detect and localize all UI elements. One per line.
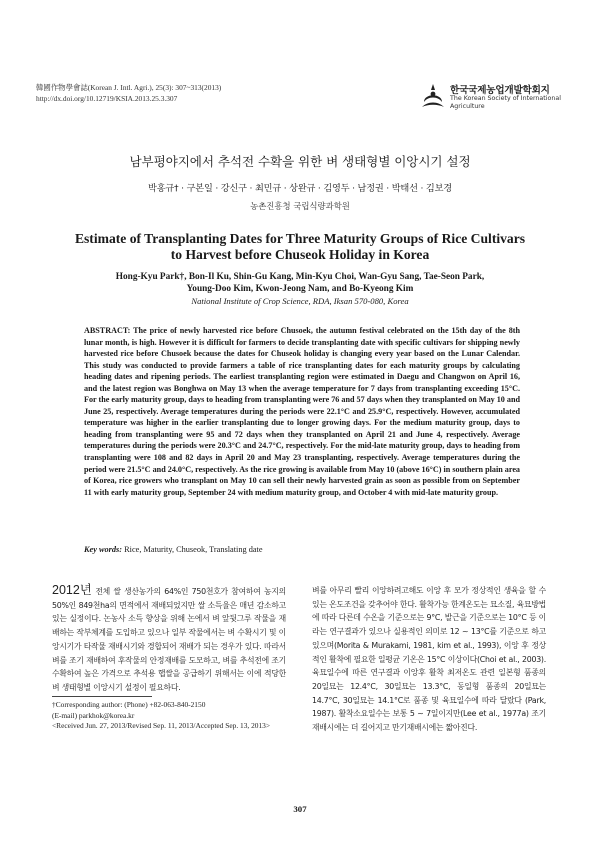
english-authors-line2: Young-Doo Kim, Kwon-Jeong Nam, and Bo-Kyeong Kim (186, 284, 414, 295)
society-logo (420, 82, 580, 118)
logo-english-line1: The Korean Society of International (450, 95, 561, 102)
keywords-list: Rice, Maturity, Chuseok, Translating date (124, 545, 263, 554)
footnote-divider (52, 696, 152, 697)
body-left-column (52, 584, 286, 695)
society-emblem-icon (420, 82, 446, 112)
korean-affiliation: 농촌진흥청 국립식량과학원 (250, 201, 350, 211)
korean-title: 남부평야지에서 추석전 수확을 위한 벼 생태형별 이앙시기 설정 (129, 154, 471, 169)
intro-year: 2012년 (52, 583, 92, 597)
logo-english-line2: Agriculture (450, 103, 485, 110)
english-title-line2: to Harvest before Chuseok Holiday in Korea (170, 246, 430, 262)
body-right-column (312, 584, 546, 735)
corresponding-author: †Corresponding author: (Phone) +82-063-840-2150 (52, 700, 206, 709)
english-affiliation: National Institute of Crop Science, RDA, Iksan 570-080, Korea (191, 296, 409, 306)
submission-dates: <Received Jun. 27, 2013/Revised Sep. 11, 2013/Accepted Sep. 13, 2013> (52, 721, 271, 731)
author-email[interactable]: (E-mail) parkhok@korea.kr (52, 710, 135, 720)
english-title-line1: Estimate of Transplanting Dates for Three Maturity Groups of Rice Cultivars (74, 231, 526, 246)
keywords (84, 545, 520, 554)
journal-citation: 韓國作物學會誌(Korean J. Intl. Agri.), 25(3): 307~313(2013) (36, 83, 222, 92)
english-authors (40, 271, 560, 296)
page-number: 307 (293, 804, 307, 814)
abstract: ABSTRACT: The price of newly harvested rice before Chusoek, the autumn festival celebrated on the 15th day of the 8th lunar month, is high. However it is difficult for farmers to decide transplanting date with specific cultivars for shipping newly harvested rice before Chusoek because the dates for Chuseok holiday is changing every year based on the Lunar Calendar. This study was conducted to provide farmers a table of rice transplanting dates for each maturity groups by calculating heading dates and ripening periods. The earliest transplanting region were estimated in Daegu and Changwon on April 16, and the latest region was Bonghwa on May 13 when the average temperature for 7 days from transplanting exceeding 15°C. For the early maturity group, days to heading from transplanting were 76 and 57 days when they transplanted on May 10 and June 25, respectively. Average temperatures during the periods were 22.1°C and 25.9°C, respectively. However, accumulated temperature was higher in the earlier transplanting due to longer growing days. For the medium maturity group, days to heading from transplanting were 95 and 72 days when they transplanted on April 21 and June 4, respectively. Average temperatures during the periods were 20.3°C and 24.7°C, respectively. For the mid-late maturity group, days to heading from transplanting were 108 and 82 days in April 20 and May 23 transplanting, respectively. Average temperatures during the period were 21.5°C and 24.0°C, respectively. As the rice growing is available from May 10 (above 16°C) in southern plain area of Korea, rice growers who transplant on May 10 can sell their newly harvested grain as soon as possible from on September 11 with early maturity group, September 24 with medium maturity group, and October 4 with mid-late maturity group. (84, 326, 520, 497)
english-title (40, 231, 560, 262)
english-authors-line1: Hong-Kyu Park†, Bon-Il Ku, Shin-Gu Kang, Min-Kyu Choi, Wan-Gyu Sang, Tae-Seon Park, (115, 272, 485, 282)
logo-korean-name: 한국국제농업개발학회지 (450, 85, 550, 96)
body-right-text: 벼를 아무리 빨리 이앙하려고해도 이앙 후 모가 정상적인 생육을 할 수 있는 온도조건을 갖추어야 한다. 활착가능 한계온도는 묘소질, 육묘방법에 따라 다른데 수온을 기준으로는 9°C, 발근을 기준으로는 10°C 등 이라는 연구결과가 있으나 실용적인 의미로 12 ~ 13°C를 기준으로 하고 있으며(Morita & Murakami, 1981, kim et al., 1993), 이앙 후 정상적인 활착에 필요한 일평균 기온은 15°C 이상이다(Choi et al., 2003). 육묘일수에 따른 연구결과 이앙후 활착 최저온도 관련 일본형 품종의 20일묘는 12.4°C, 30일묘는 13.3°C, 동일형 품종의 20일묘는 14.7°C, 30일묘는 14.1°C로 품종 및 육묘일수에 따라 달랐다 (Park, 1987). 활착소요일수는 보통 5 ~ 7일이지만(Lee et al., 1977a) 조기재배시에는 더 길어지고 만기재배시에는 짧아진다. (312, 586, 546, 733)
body-left-text: 전체 쌀 생산농가의 64%인 750천호가 참여하여 농지의 50%인 849천ha의 면적에서 재배되었지만 쌀 소득율은 매년 감소하고 있는 실정이다. 논농사 소득 향상을 위해 논에서 벼 앞뒷그루 작물을 재배하는 작부체계를 도입하고 있으나 일부 작물에서는 벼 수확시기 및 이앙시기가 타작물 재배시기와 경합되어 재배가 되는 경우가 있다. 따라서 벼를 조기 재배하여 후작물의 안정재배를 도모하고, 벼를 추석전에 조기 수확하여 높은 가격으로 추석용 햅쌀을 공급하기 위해서는 이에 적당한 벼 생태형별 이앙시기 설정이 필요하다. (52, 587, 286, 692)
footnotes (52, 700, 288, 732)
keywords-label: Key words: (84, 545, 123, 554)
korean-authors: 박홍규† · 구본일 · 강신구 · 최민규 · 상완규 · 김영두 · 남정권 · 박태선 · 김보경 (148, 183, 452, 194)
doi-link[interactable]: http://dx.doi.org/10.12719/KSIA.2013.25.3.307 (36, 94, 178, 103)
